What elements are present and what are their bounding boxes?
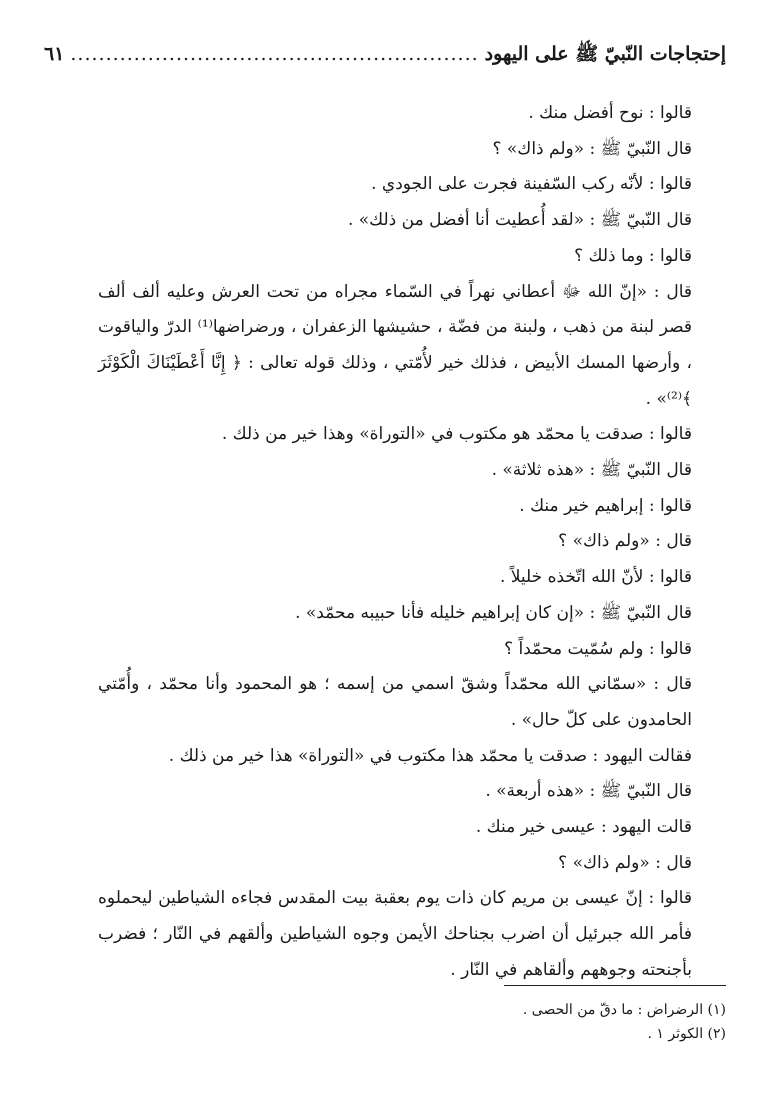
footnotes	[98, 998, 726, 1046]
footnote-separator	[504, 985, 726, 986]
paragraph: قالوا : لأنّه ركب السّفينة فجرت على الجودي .	[371, 174, 692, 195]
paragraph: قال : «ولم ذاك» ؟	[558, 852, 692, 873]
paragraph: قال النّبيّ ﷺ : «إن كان إبراهيم خليله فأنا حبيبه محمّد» .	[295, 602, 692, 623]
paragraph: قال النّبيّ ﷺ : «هذه أربعة» .	[485, 781, 692, 802]
paragraph: قالوا : نوح أفضل منك .	[528, 103, 692, 123]
paragraph: قالت اليهود : عيسى خير منك .	[475, 817, 692, 838]
body-text	[98, 96, 726, 989]
header-title: إحتجاجات النّبيّ ﷺ على اليهود	[484, 43, 726, 65]
paragraph: قال : «سمّاني الله محمّداً وشقّ اسمي من إسمه ؛ هو المحمود وأنا محمّد ، وأُمّتي الحامدون على كلّ حال» .	[98, 674, 692, 730]
paragraph: قال : «ولم ذاك» ؟	[558, 531, 692, 552]
paragraph: قال : «إنّ الله ﷻ أعطاني نهراً في السّماء مجراه من تحت العرش وعليه ألف ألف قصر لبنة من ذهب ، ولبنة من فضّة ، حشيشها الزعفران ، ورضراضها⁽¹⁾ الدرّ والياقوت ، وأرضها المسك الأبيض ، فذلك خير لأُمّتي ، وذلك قوله تعالى : ﴿ إِنَّا أَعْطَيْنَاكَ الْكَوْثَرَ ﴾⁽²⁾» .	[98, 281, 693, 409]
paragraph: قال النّبيّ ﷺ : «هذه ثلاثة» .	[491, 460, 692, 481]
paragraph: قالوا : إبراهيم خير منك .	[519, 495, 692, 516]
footnote: (٢) الكوثر ١ .	[647, 1026, 726, 1042]
footnote: (١) الرضراض : ما دقّ من الحصى .	[522, 1002, 726, 1018]
paragraph: قالوا : وما ذلك ؟	[574, 245, 692, 266]
paragraph: قالوا : ولم سُمّيت محمّداً ؟	[504, 638, 692, 659]
paragraph: قال النّبيّ ﷺ : «لقد أُعطيت أنا أفضل من ذلك» .	[347, 210, 692, 231]
paragraph: فقالت اليهود : صدقت يا محمّد هذا مكتوب في «التوراة» هذا خير من ذلك .	[168, 745, 692, 766]
paragraph: قالوا : صدقت يا محمّد هو مكتوب في «التوراة» وهذا خير من ذلك .	[221, 424, 692, 445]
paragraph: قالوا : لأنّ الله اتّخذه خليلاً .	[499, 567, 692, 588]
paragraph: قال النّبيّ ﷺ : «ولم ذاك» ؟	[492, 138, 692, 159]
page-number: ٦١	[43, 43, 65, 65]
header-dot-leader: ..........................................................	[70, 43, 479, 65]
paragraph: قالوا : إنّ عيسى بن مريم كان ذات يوم بعقبة بيت المقدس فجاءه الشياطين ليحملوه فأمر الله جبرئيل أن اضرب بجناحك الأيمن وجوه الشياطين وألقهم في النّار ؛ فضرب بأجنحته وجوههم وألقاهم في النّار .	[98, 888, 692, 980]
running-header	[43, 42, 726, 76]
